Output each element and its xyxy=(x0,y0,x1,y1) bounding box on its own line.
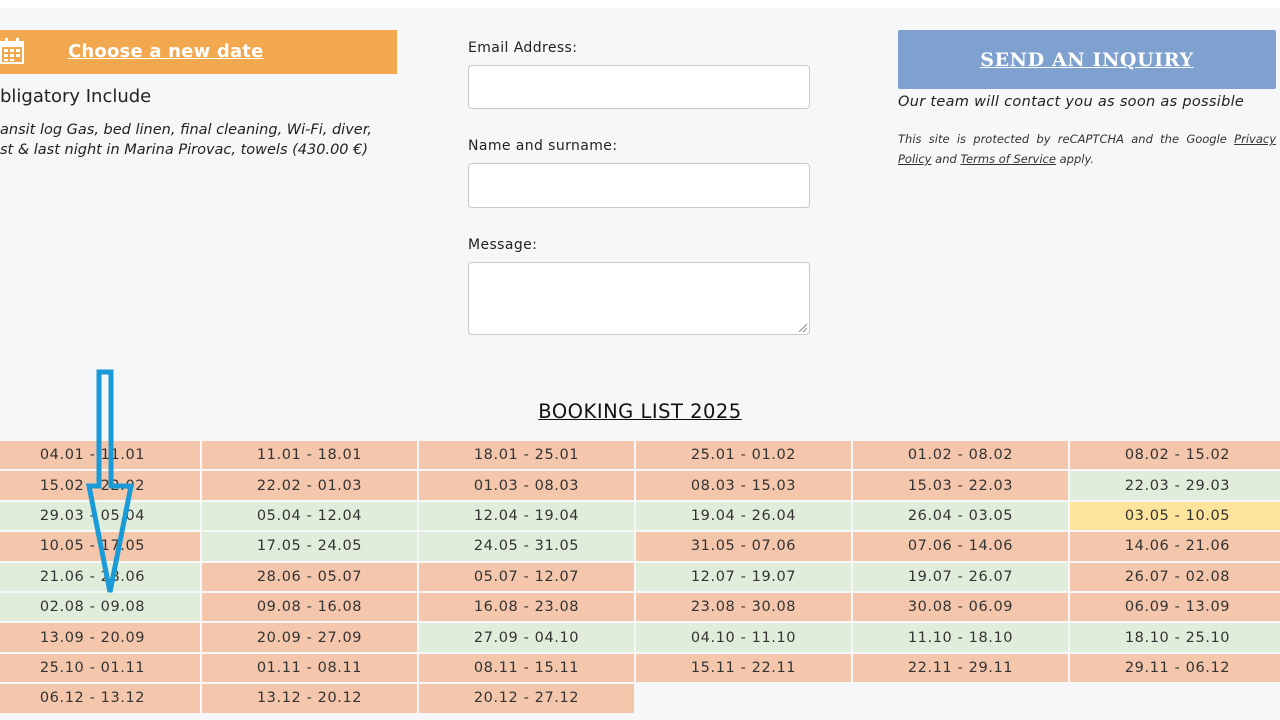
booking-week-cell[interactable]: 08.02 - 15.02 xyxy=(1070,441,1280,469)
booking-week-cell[interactable]: 06.09 - 13.09 xyxy=(1070,593,1280,621)
booking-week-cell[interactable]: 16.08 - 23.08 xyxy=(419,593,634,621)
calendar-icon xyxy=(0,38,24,64)
booking-week-cell[interactable]: 26.07 - 02.08 xyxy=(1070,563,1280,591)
booking-week-cell[interactable]: 27.09 - 04.10 xyxy=(419,623,634,651)
booking-week-cell[interactable]: 25.01 - 01.02 xyxy=(636,441,851,469)
booking-week-cell[interactable]: 07.06 - 14.06 xyxy=(853,532,1068,560)
booking-week-cell[interactable]: 12.07 - 19.07 xyxy=(636,563,851,591)
send-inquiry-label[interactable]: SEND AN INQUIRY xyxy=(980,48,1194,71)
booking-week-cell[interactable]: 19.04 - 26.04 xyxy=(636,502,851,530)
booking-week-cell[interactable]: 10.05 - 17.05 xyxy=(0,532,200,560)
name-label: Name and surname: xyxy=(468,138,618,154)
booking-week-cell[interactable]: 15.02 - 22.02 xyxy=(0,471,200,499)
top-strip xyxy=(0,0,1280,8)
message-label: Message: xyxy=(468,237,538,253)
email-label: Email Address: xyxy=(468,40,578,56)
recaptcha-and: and xyxy=(931,152,961,166)
booking-week-cell[interactable]: 15.11 - 22.11 xyxy=(636,654,851,682)
name-field[interactable] xyxy=(468,163,810,208)
booking-week-cell[interactable]: 14.06 - 21.06 xyxy=(1070,532,1280,560)
booking-week-cell[interactable]: 22.02 - 01.03 xyxy=(202,471,417,499)
booking-week-cell[interactable]: 20.12 - 27.12 xyxy=(419,684,634,712)
terms-of-service-link[interactable]: Terms of Service xyxy=(960,152,1056,166)
privacy-policy-link[interactable]: Privacy Policy xyxy=(898,132,1276,166)
booking-week-cell[interactable]: 23.08 - 30.08 xyxy=(636,593,851,621)
booking-list-title: BOOKING LIST 2025 xyxy=(538,400,742,423)
booking-week-cell[interactable]: 11.10 - 18.10 xyxy=(853,623,1068,651)
booking-week-cell[interactable]: 08.11 - 15.11 xyxy=(419,654,634,682)
booking-week-cell[interactable]: 03.05 - 10.05 xyxy=(1070,502,1280,530)
booking-week-cell[interactable]: 19.07 - 26.07 xyxy=(853,563,1068,591)
booking-week-cell[interactable]: 22.03 - 29.03 xyxy=(1070,471,1280,499)
recaptcha-prefix: This site is protected by reCAPTCHA and the Google xyxy=(898,132,1235,146)
booking-week-cell[interactable]: 05.04 - 12.04 xyxy=(202,502,417,530)
choose-date-button[interactable] xyxy=(0,30,397,74)
obligatory-include-text xyxy=(0,120,400,160)
booking-week-cell[interactable]: 18.10 - 25.10 xyxy=(1070,623,1280,651)
booking-week-cell[interactable]: 18.01 - 25.01 xyxy=(419,441,634,469)
include-line-1: ansit log Gas, bed linen, final cleaning, Wi-Fi, diver, xyxy=(0,122,372,138)
booking-week-cell[interactable]: 15.03 - 22.03 xyxy=(853,471,1068,499)
booking-week-cell[interactable]: 09.08 - 16.08 xyxy=(202,593,417,621)
booking-week-cell[interactable]: 17.05 - 24.05 xyxy=(202,532,417,560)
choose-date-label[interactable]: Choose a new date xyxy=(68,41,264,62)
booking-week-cell[interactable]: 31.05 - 07.06 xyxy=(636,532,851,560)
booking-week-cell[interactable]: 01.02 - 08.02 xyxy=(853,441,1068,469)
recaptcha-notice xyxy=(898,129,1276,169)
email-field[interactable] xyxy=(468,65,810,109)
booking-week-cell[interactable]: 29.03 - 05.04 xyxy=(0,502,200,530)
booking-week-cell[interactable]: 13.09 - 20.09 xyxy=(0,623,200,651)
booking-week-cell[interactable]: 06.12 - 13.12 xyxy=(0,684,200,712)
booking-week-cell[interactable]: 30.08 - 06.09 xyxy=(853,593,1068,621)
message-field[interactable] xyxy=(468,262,810,335)
booking-week-cell[interactable]: 12.04 - 19.04 xyxy=(419,502,634,530)
booking-week-cell[interactable]: 26.04 - 03.05 xyxy=(853,502,1068,530)
booking-week-cell[interactable]: 04.01 - 11.01 xyxy=(0,441,200,469)
booking-week-cell[interactable]: 24.05 - 31.05 xyxy=(419,532,634,560)
include-line-2: st & last night in Marina Pirovac, towels (430.00 €) xyxy=(0,142,369,158)
send-inquiry-button[interactable] xyxy=(898,30,1276,89)
booking-week-cell[interactable]: 05.07 - 12.07 xyxy=(419,563,634,591)
booking-week-cell[interactable]: 04.10 - 11.10 xyxy=(636,623,851,651)
booking-week-cell[interactable]: 08.03 - 15.03 xyxy=(636,471,851,499)
booking-week-cell[interactable]: 29.11 - 06.12 xyxy=(1070,654,1280,682)
booking-week-cell[interactable]: 22.11 - 29.11 xyxy=(853,654,1068,682)
booking-week-cell[interactable]: 01.03 - 08.03 xyxy=(419,471,634,499)
obligatory-include-title: bligatory Include xyxy=(0,86,152,107)
contact-note: Our team will contact you as soon as possible xyxy=(898,94,1245,110)
booking-week-cell[interactable]: 20.09 - 27.09 xyxy=(202,623,417,651)
resize-handle-icon[interactable] xyxy=(797,322,807,332)
booking-week-cell[interactable]: 02.08 - 09.08 xyxy=(0,593,200,621)
booking-grid xyxy=(0,441,1280,713)
booking-week-cell[interactable]: 21.06 - 28.06 xyxy=(0,563,200,591)
booking-week-cell[interactable]: 25.10 - 01.11 xyxy=(0,654,200,682)
booking-week-cell[interactable]: 13.12 - 20.12 xyxy=(202,684,417,712)
booking-week-cell[interactable]: 11.01 - 18.01 xyxy=(202,441,417,469)
booking-week-cell[interactable]: 01.11 - 08.11 xyxy=(202,654,417,682)
booking-week-cell[interactable]: 28.06 - 05.07 xyxy=(202,563,417,591)
recaptcha-suffix: apply. xyxy=(1055,152,1095,166)
